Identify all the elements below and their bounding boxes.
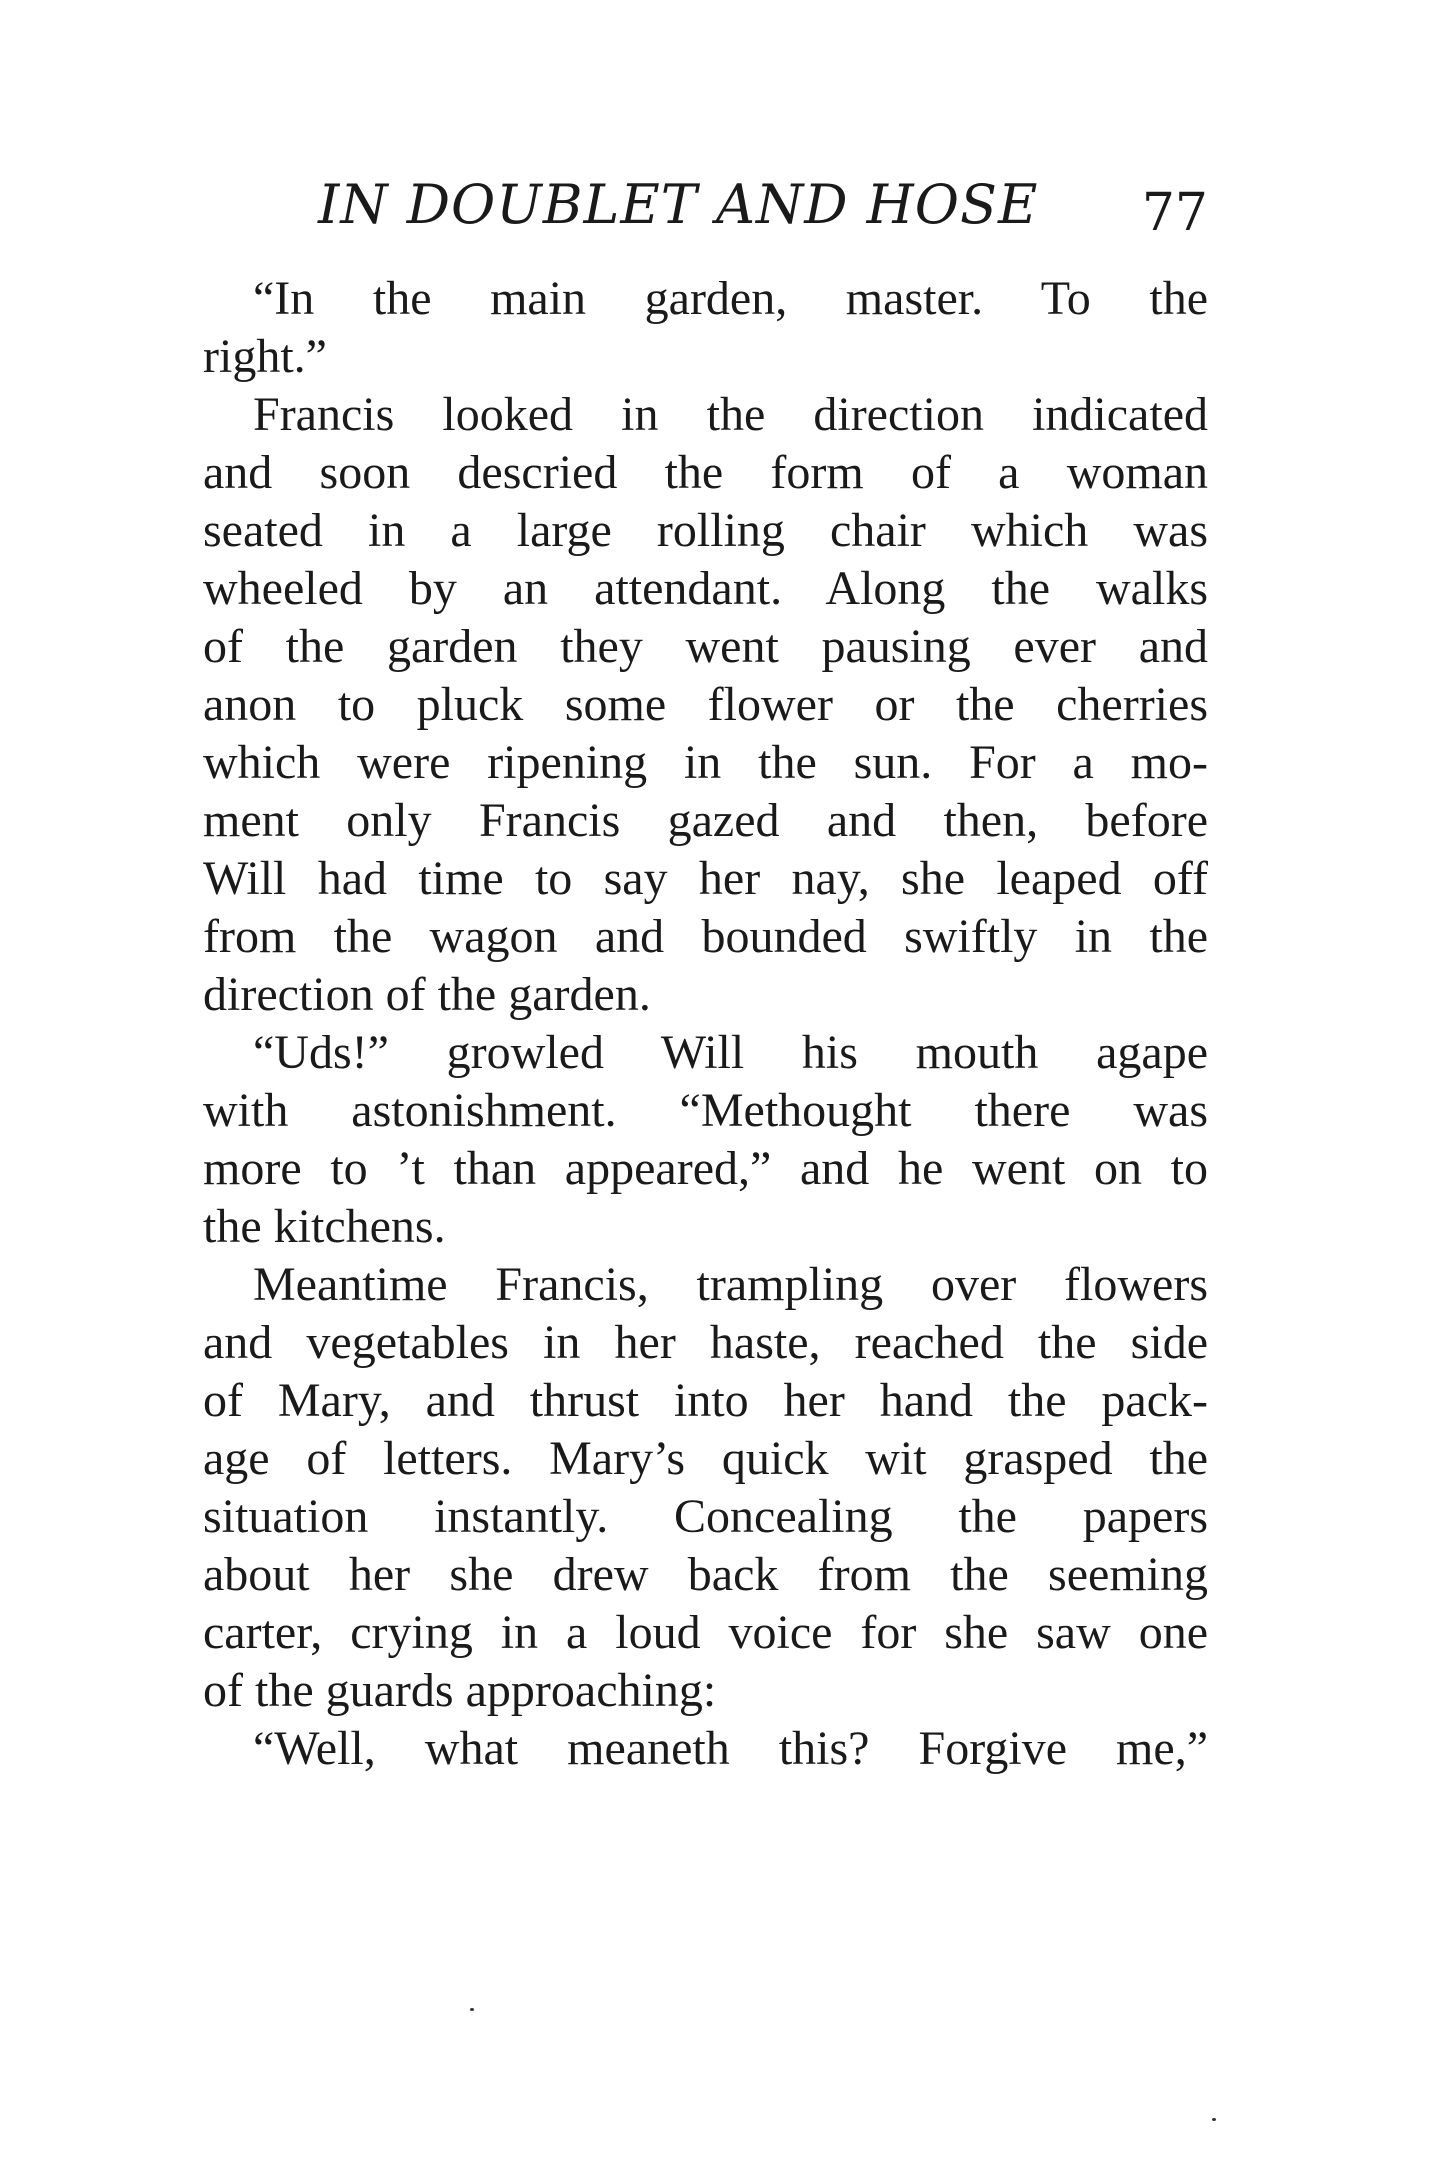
paragraph <box>203 1256 1208 1720</box>
text-line: of the guards approaching: <box>203 1664 717 1717</box>
text-line: Francis looked in the direction indicated <box>253 388 1208 441</box>
text-line: situation instantly. Concealing the papers <box>203 1490 1208 1543</box>
text-line: seated in a large rolling chair which was <box>203 504 1208 557</box>
ink-speck <box>1212 2118 1216 2121</box>
text-line: from the wagon and bounded swiftly in the <box>203 910 1208 963</box>
body-text <box>203 270 1208 1778</box>
text-line: the kitchens. <box>203 1200 446 1253</box>
text-line: Meantime Francis, trampling over flowers <box>253 1258 1208 1311</box>
page-number: 77 <box>1141 183 1208 243</box>
running-title: IN DOUBLET AND HOSE <box>318 173 1039 236</box>
text-line: carter, crying in a loud voice for she saw one <box>203 1606 1208 1659</box>
text-line: of Mary, and thrust into her hand the pack- <box>203 1374 1208 1427</box>
text-line: direction of the garden. <box>203 968 651 1021</box>
text-line: age of letters. Mary’s quick wit grasped the <box>203 1432 1208 1485</box>
text-line: “Uds!” growled Will his mouth agape <box>253 1026 1208 1079</box>
text-line: with astonishment. “Methought there was <box>203 1084 1208 1137</box>
text-line: ment only Francis gazed and then, before <box>203 794 1208 847</box>
text-line: “In the main garden, master. To the <box>253 272 1208 325</box>
paragraph <box>203 270 1208 386</box>
paragraph <box>203 1024 1208 1256</box>
running-head <box>318 165 1208 245</box>
ink-speck <box>470 2008 474 2011</box>
paragraph <box>203 1720 1208 1778</box>
text-line: wheeled by an attendant. Along the walks <box>203 562 1208 615</box>
text-line: right.” <box>203 330 327 383</box>
text-line: anon to pluck some flower or the cherries <box>203 678 1208 731</box>
text-line: “Well, what meaneth this? Forgive me,” <box>253 1722 1208 1775</box>
text-line: and soon descried the form of a woman <box>203 446 1208 499</box>
text-line: Will had time to say her nay, she leaped off <box>203 852 1208 905</box>
paragraph <box>203 386 1208 1024</box>
text-line: which were ripening in the sun. For a mo- <box>203 736 1208 789</box>
text-line: more to ’t than appeared,” and he went on to <box>203 1142 1208 1195</box>
text-line: about her she drew back from the seeming <box>203 1548 1208 1601</box>
text-line: and vegetables in her haste, reached the side <box>203 1316 1208 1369</box>
text-line: of the garden they went pausing ever and <box>203 620 1208 673</box>
